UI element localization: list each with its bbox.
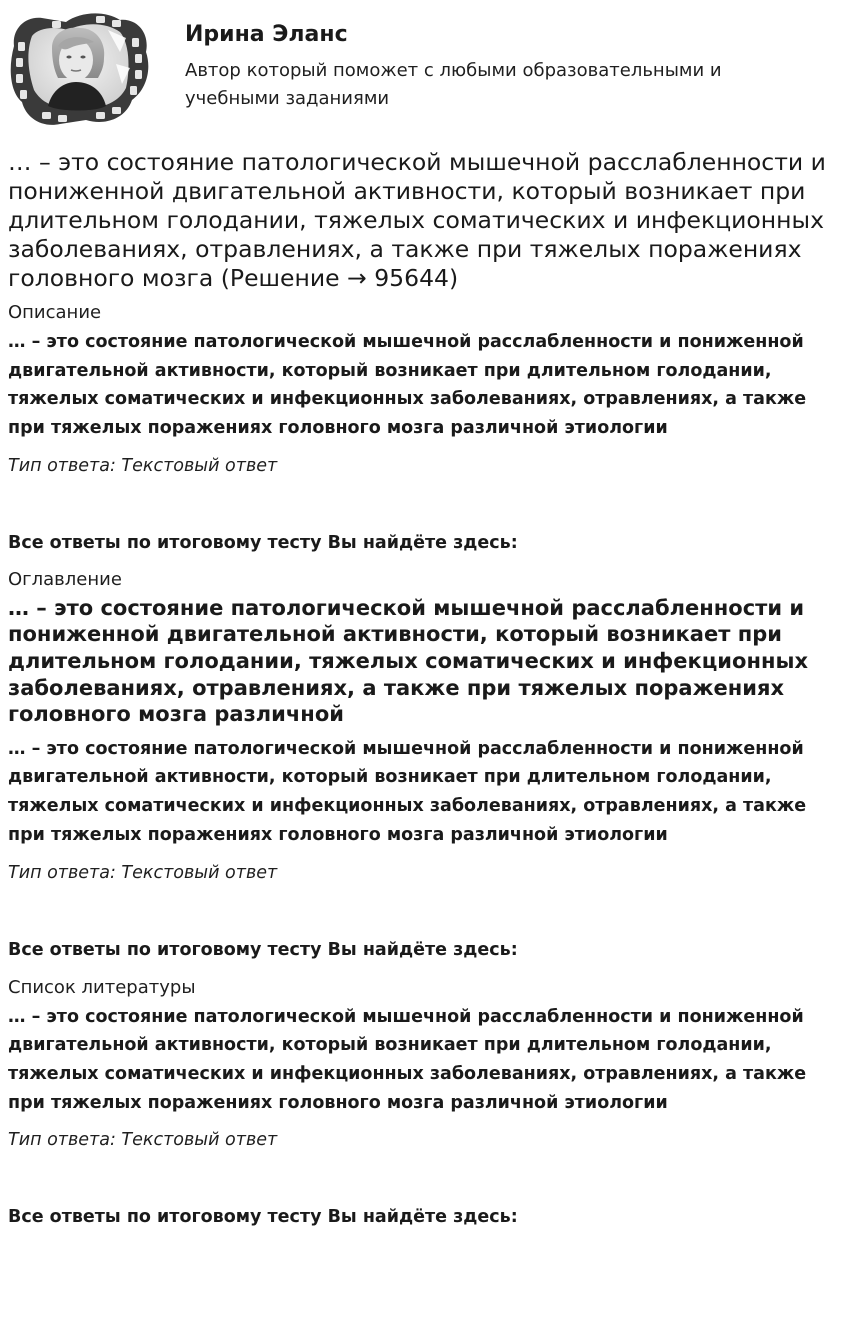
- all-answers-notice: Все ответы по итоговому тесту Вы найдёте здесь:: [8, 532, 518, 553]
- section-label-description: Описание: [8, 302, 102, 323]
- page-title: … – это состояние патологической мышечной расслабленности и пониженной двигательной активности, который возникает при длительном голодании, тяжелых соматических и инфекционных заболеваниях, отравлениях, а также при тяжелых поражениях головного мозга (Решение → 95644): [8, 148, 826, 292]
- author-card: [8, 8, 838, 128]
- toc-section: [8, 567, 838, 963]
- main-content: [8, 148, 838, 1230]
- answer-type: Тип ответа: Текстовый ответ: [8, 1130, 278, 1151]
- question-text: … – это состояние патологической мышечной расслабленности и пониженной двигательной активности, который возникает при длительном голодании, тяжелых соматических и инфекционных заболеваниях, отравлениях, а также при тяжелых поражениях головного мозга различной этиологии: [8, 738, 807, 845]
- references-section: [8, 975, 838, 1231]
- toc-heading: … – это состояние патологической мышечной расслабленности и пониженной двигательной активности, который возникает при длительном голодании, тяжелых соматических и инфекционных заболеваниях, отравлениях, а также при тяжелых поражениях головного мозга различной: [8, 595, 808, 727]
- section-label-references: Список литературы: [8, 976, 196, 998]
- author-description: Автор который поможет с любыми образовательными и учебными заданиями: [185, 60, 722, 109]
- all-answers-notice: Все ответы по итоговому тесту Вы найдёте здесь:: [8, 939, 518, 960]
- section-label-toc: Оглавление: [8, 568, 122, 590]
- author-avatar: [8, 8, 150, 128]
- question-text: … – это состояние патологической мышечной расслабленности и пониженной двигательной активности, который возникает при длительном голодании, тяжелых соматических и инфекционных заболеваниях, отравлениях, а также при тяжелых поражениях головного мозга различной этиологии: [8, 1006, 807, 1113]
- answer-type: Тип ответа: Текстовый ответ: [8, 862, 278, 883]
- author-name: Ирина Эланс: [185, 22, 348, 47]
- answer-type: Тип ответа: Текстовый ответ: [8, 455, 278, 476]
- question-text: … – это состояние патологической мышечной расслабленности и пониженной двигательной активности, который возникает при длительном голодании, тяжелых соматических и инфекционных заболеваниях, отравлениях, а также при тяжелых поражениях головного мозга различной этиологии: [8, 332, 807, 439]
- description-section: [8, 300, 838, 556]
- all-answers-notice: Все ответы по итоговому тесту Вы найдёте здесь:: [8, 1207, 518, 1228]
